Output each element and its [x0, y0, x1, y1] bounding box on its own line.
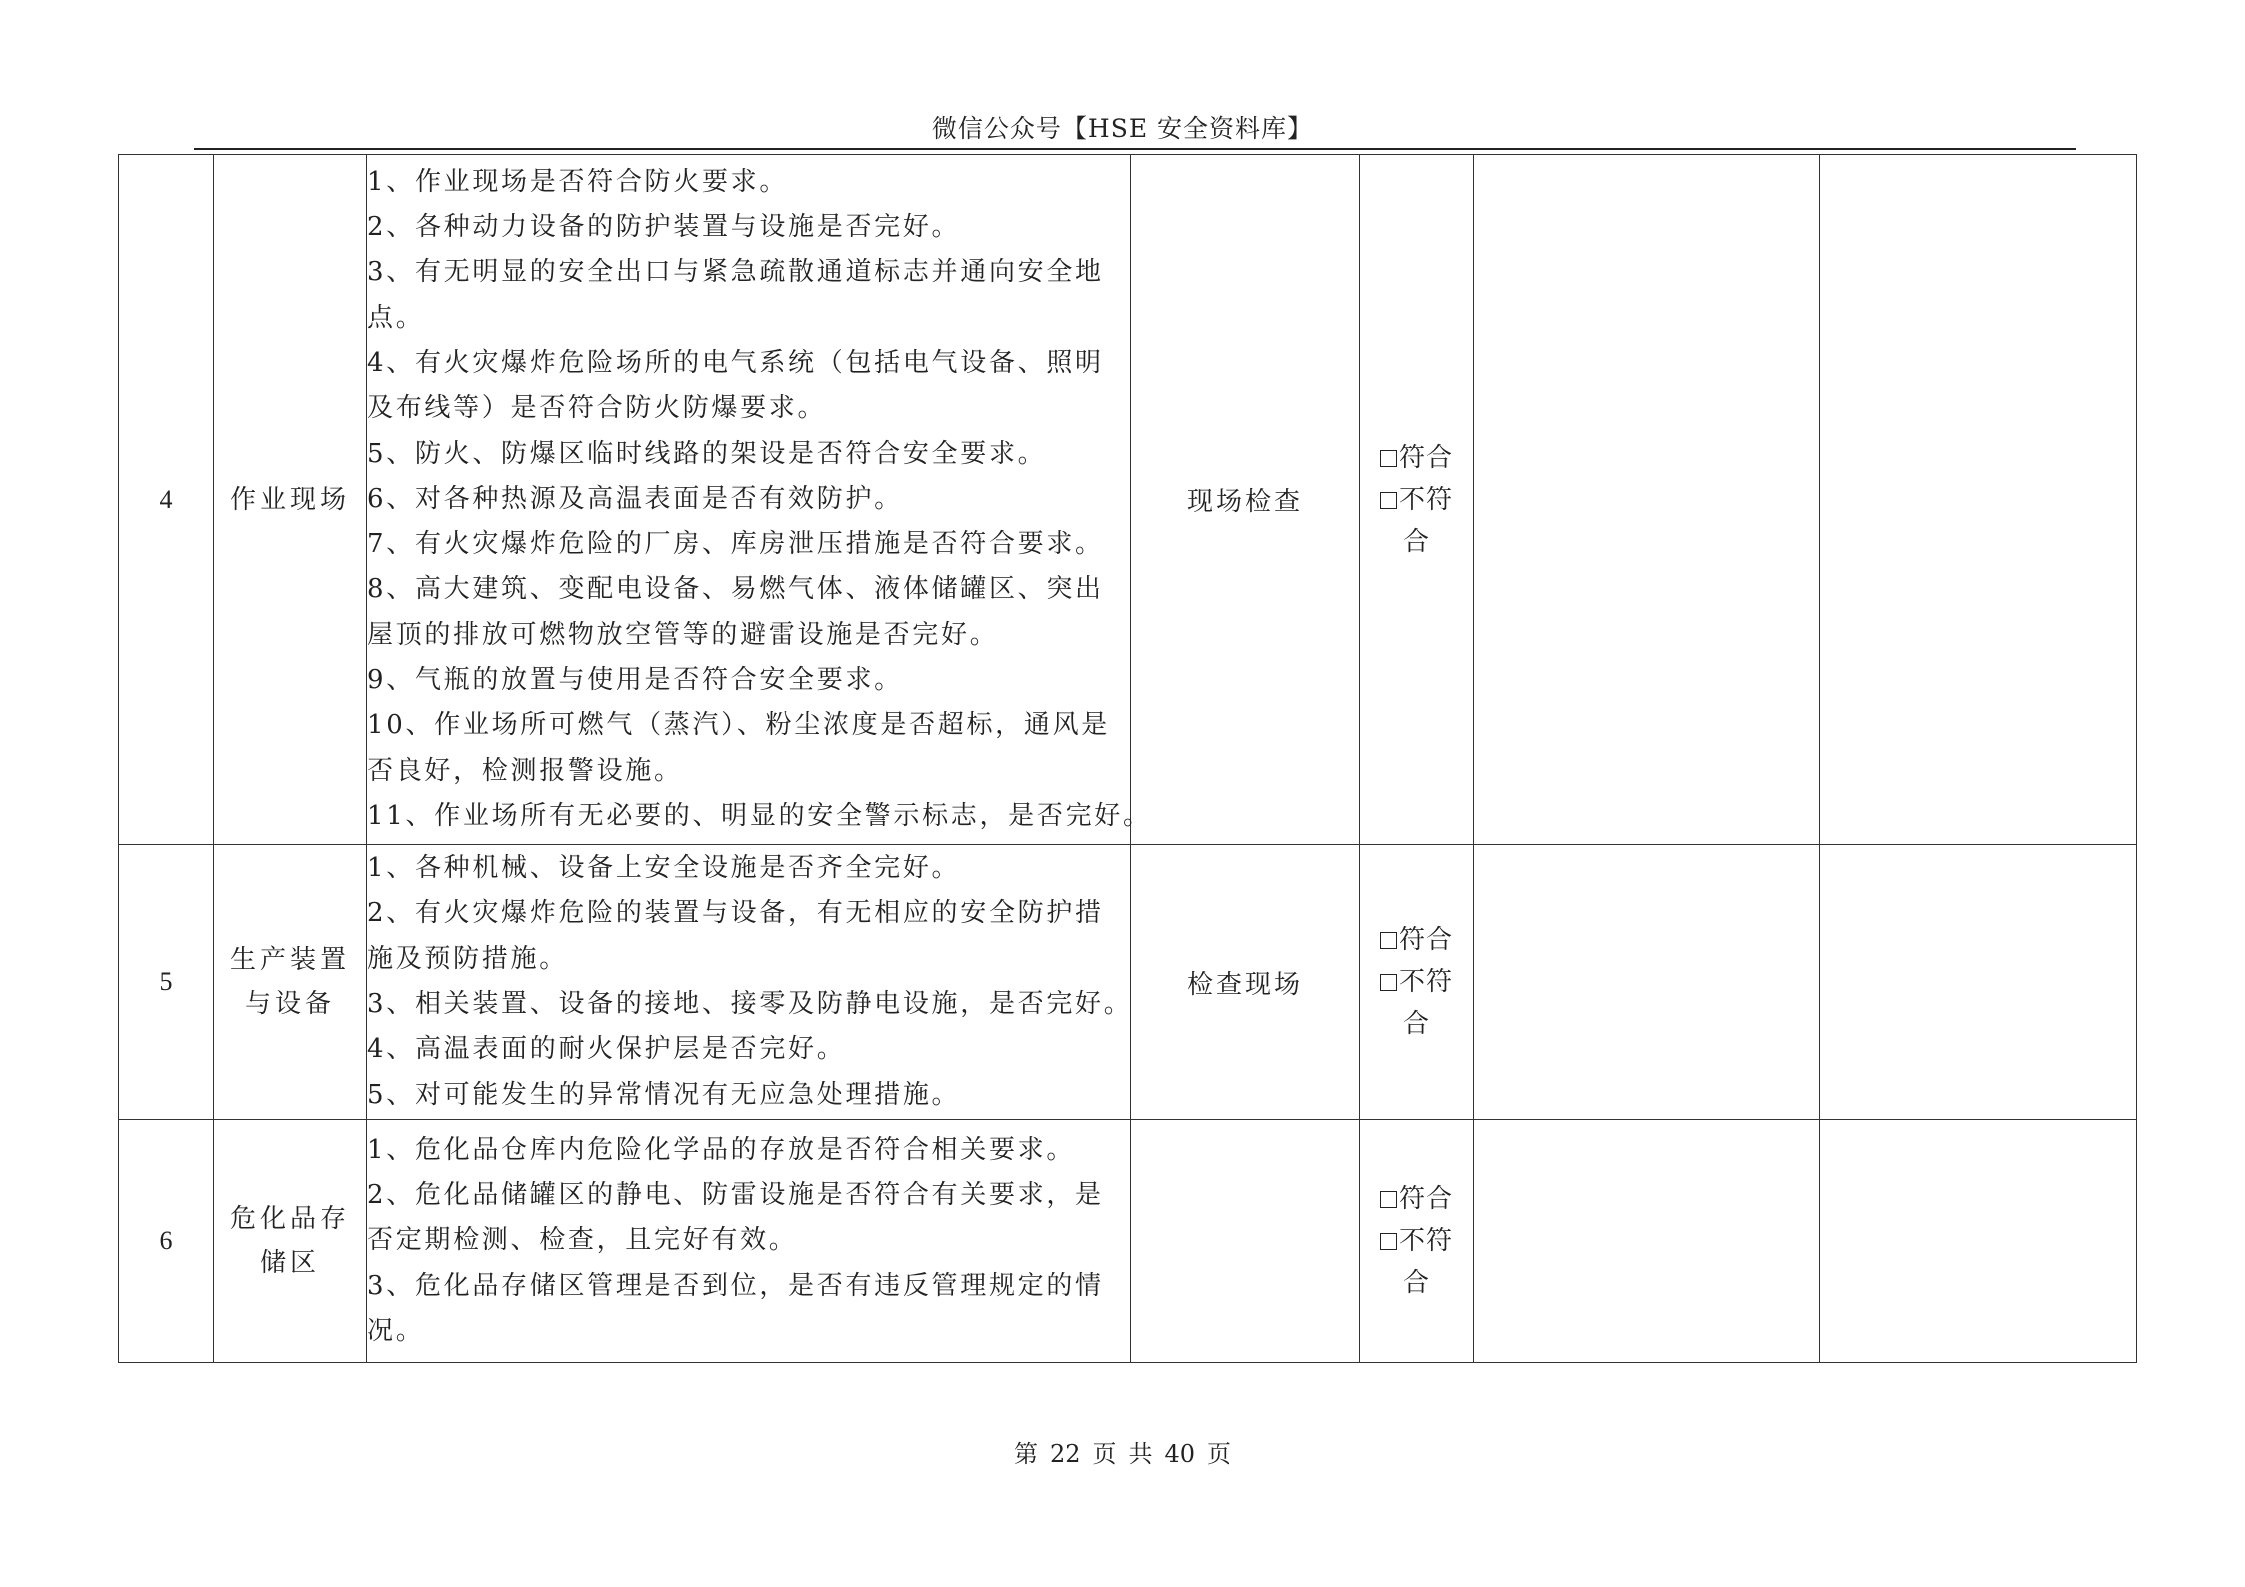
content-line: 10、作业场所可燃气（蒸汽）、粉尘浓度是否超标，通风是 [367, 710, 1110, 741]
result-option-conform[interactable] [1360, 919, 1473, 961]
content-line: 施及预防措施。 [367, 943, 568, 974]
check-method: 检查现场 [1131, 845, 1360, 1120]
content-line: 4、高温表面的耐火保护层是否完好。 [367, 1034, 846, 1065]
content-line: 否定期检测、检查，且完好有效。 [367, 1225, 798, 1256]
content-line: 7、有火灾爆炸危险的厂房、库房泄压措施是否符合要求。 [367, 529, 1104, 560]
content-line: 况。 [367, 1315, 425, 1346]
result-option-conform[interactable] [1360, 437, 1473, 479]
check-content [367, 845, 1131, 1120]
check-method: 现场检查 [1131, 155, 1360, 845]
content-line: 5、防火、防爆区临时线路的架设是否符合安全要求。 [367, 438, 1047, 469]
result-option-nonconform[interactable] [1360, 961, 1473, 1003]
content-line: 2、危化品储罐区的静电、防雷设施是否符合有关要求，是 [367, 1180, 1104, 1211]
check-result [1360, 155, 1474, 845]
option-label: 不符 [1398, 484, 1453, 515]
content-line: 2、各种动力设备的防护装置与设施是否完好。 [367, 212, 961, 243]
content-line: 3、相关装置、设备的接地、接零及防静电设施，是否完好。 [367, 989, 1133, 1019]
check-content [367, 155, 1152, 845]
check-item-line: 危化品存 [229, 1204, 350, 1234]
check-item-line: 储区 [259, 1248, 320, 1278]
row-number: 4 [119, 155, 214, 845]
checkbox-icon[interactable] [1380, 492, 1397, 509]
content-line: 1、各种机械、设备上安全设施是否齐全完好。 [367, 853, 961, 884]
result-option-conform[interactable] [1360, 1178, 1473, 1220]
content-line: 3、危化品存储区管理是否到位，是否有违反管理规定的情 [367, 1270, 1104, 1301]
option-label-wrap: 合 [1402, 1268, 1430, 1298]
content-line: 9、气瓶的放置与使用是否符合安全要求。 [367, 665, 903, 696]
check-result [1360, 845, 1474, 1120]
row-number: 5 [119, 845, 214, 1120]
check-item [214, 1120, 367, 1363]
footer-word: 页 [1207, 1440, 1232, 1468]
checkbox-icon[interactable] [1380, 932, 1397, 949]
total-page-number: 40 [1164, 1440, 1196, 1468]
check-item-line: 与设备 [244, 989, 335, 1019]
option-label: 不符 [1398, 967, 1453, 997]
notes-cell[interactable] [1474, 1120, 1820, 1363]
remarks-cell[interactable] [1820, 1120, 2137, 1363]
content-line: 4、有火灾爆炸危险场所的电气系统（包括电气设备、照明 [367, 347, 1104, 378]
current-page-number: 22 [1049, 1440, 1081, 1468]
check-item [214, 155, 367, 845]
check-item-line: 作业现场 [229, 484, 350, 515]
checkbox-icon[interactable] [1380, 1233, 1397, 1250]
check-method [1131, 1120, 1360, 1363]
notes-cell[interactable] [1474, 845, 1820, 1120]
check-item [214, 845, 367, 1120]
option-label-wrap: 合 [1402, 526, 1430, 557]
checkbox-icon[interactable] [1380, 1191, 1397, 1208]
content-line: 8、高大建筑、变配电设备、易燃气体、液体储罐区、突出 [367, 574, 1104, 605]
footer-word: 共 [1128, 1440, 1153, 1468]
row-number: 6 [119, 1120, 214, 1363]
table-row [119, 845, 2137, 1120]
content-line: 6、对各种热源及高温表面是否有效防护。 [367, 483, 903, 514]
notes-cell[interactable] [1474, 155, 1820, 845]
check-content [367, 1120, 1131, 1363]
option-label: 符合 [1398, 925, 1453, 955]
content-line: 11、作业场所有无必要的、明显的安全警示标志，是否完好。 [367, 800, 1152, 831]
check-item-line: 生产装置 [229, 945, 350, 975]
option-label: 符合 [1398, 1184, 1453, 1214]
content-line: 1、危化品仓库内危险化学品的存放是否符合相关要求。 [367, 1134, 1076, 1165]
option-label: 符合 [1398, 442, 1453, 473]
result-option-nonconform[interactable] [1360, 1220, 1473, 1262]
table-row [119, 155, 2137, 845]
checkbox-icon[interactable] [1380, 974, 1397, 991]
option-label-wrap: 合 [1402, 1009, 1430, 1039]
checklist-table [118, 154, 2137, 1363]
content-line: 2、有火灾爆炸危险的装置与设备，有无相应的安全防护措 [367, 898, 1104, 929]
content-line: 否良好，检测报警设施。 [367, 755, 683, 786]
content-line: 3、有无明显的安全出口与紧急疏散通道标志并通向安全地 [367, 257, 1104, 288]
content-line: 屋顶的排放可燃物放空管等的避雷设施是否完好。 [367, 619, 999, 650]
page-header: 微信公众号【HSE 安全资料库】 [931, 114, 1314, 143]
table-row [119, 1120, 2137, 1363]
check-result [1360, 1120, 1474, 1363]
checkbox-icon[interactable] [1380, 450, 1397, 467]
content-line: 及布线等）是否符合防火防爆要求。 [367, 393, 827, 424]
option-label: 不符 [1398, 1226, 1453, 1256]
page-footer [0, 1438, 2245, 1470]
result-option-nonconform[interactable] [1360, 479, 1473, 521]
footer-word: 第 [1013, 1440, 1038, 1468]
header-rule [194, 148, 2076, 150]
content-line: 点。 [367, 302, 425, 333]
remarks-cell[interactable] [1820, 155, 2137, 845]
content-line: 1、作业现场是否符合防火要求。 [367, 166, 789, 197]
footer-word: 页 [1092, 1440, 1117, 1468]
remarks-cell[interactable] [1820, 845, 2137, 1120]
content-line: 5、对可能发生的异常情况有无应急处理措施。 [367, 1079, 961, 1110]
